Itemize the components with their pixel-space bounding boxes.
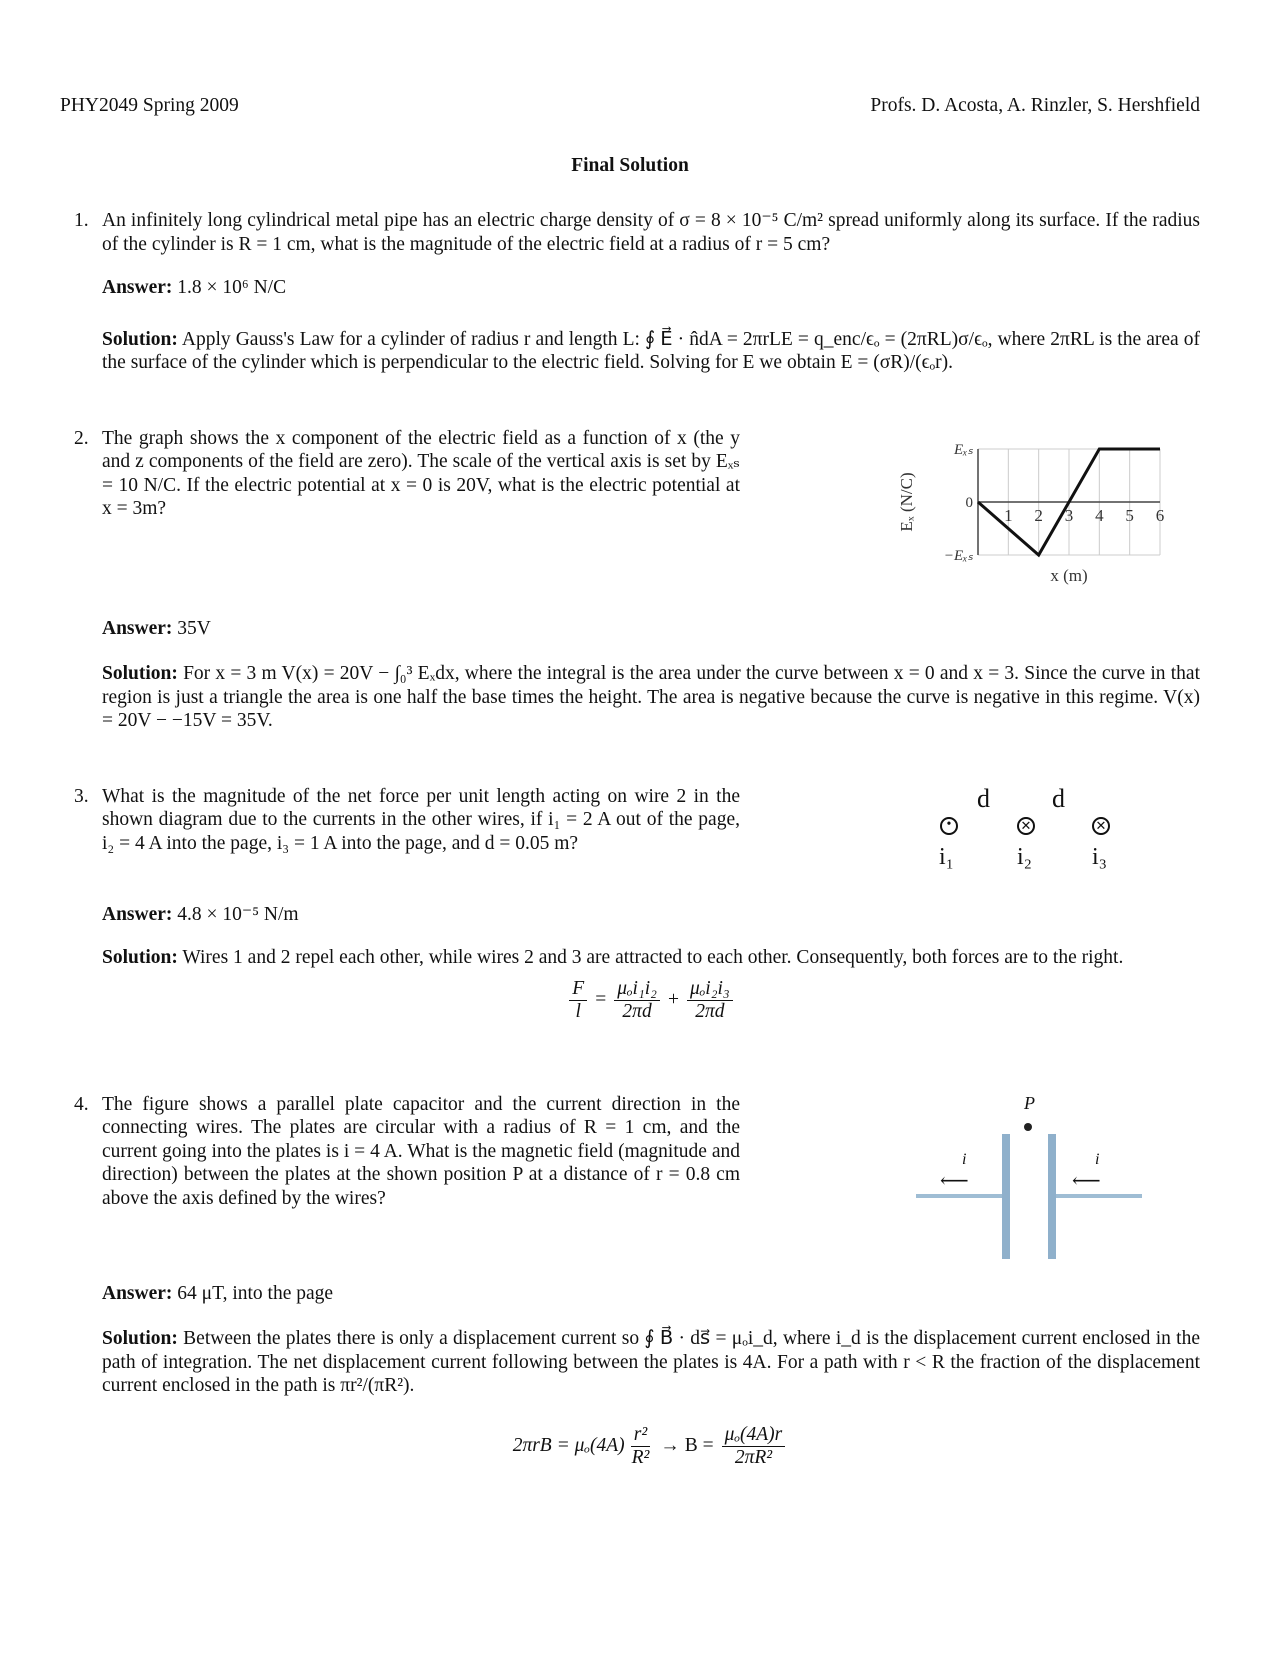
answer-label: Answer:	[102, 277, 173, 298]
eq-denominator: l	[575, 1000, 581, 1022]
eq-denominator: 2πR²	[734, 1446, 773, 1468]
q2-text: The graph shows the x component of the electric field as a function of x (the y and z components of the field are zero). The scale of the vertical axis is set by Eₓₛ = 10 N/C. If the electric potential at x = 0 is 20V, what is the electric potential at x = 3m?	[102, 427, 740, 519]
question-1	[60, 209, 1200, 375]
wire-1-label: i₁	[939, 843, 955, 870]
current-label-left: i	[962, 1150, 967, 1168]
answer-value: 35V	[177, 617, 211, 639]
x-tick-label: 3	[1064, 505, 1074, 525]
eq-numerator: r²	[631, 1424, 650, 1447]
current-into-page-icon: ✕	[1017, 817, 1035, 835]
distance-label: d	[1052, 783, 1065, 813]
q3-equation	[102, 978, 1200, 1023]
y-tick-label: Eₓₛ	[953, 441, 973, 458]
x-tick-label: 4	[1095, 505, 1104, 525]
x-tick-label: 2	[1034, 505, 1043, 525]
current-into-page-icon: ✕	[1092, 817, 1110, 835]
question-3	[60, 785, 1200, 1023]
x-axis-label: x (m)	[1050, 565, 1088, 585]
page-header	[60, 94, 1200, 118]
left-wire	[916, 1194, 1002, 1198]
y-tick-label: −Eₓₛ	[943, 547, 973, 564]
answer-label: Answer:	[102, 1282, 173, 1304]
question-4	[60, 1093, 1200, 1469]
q1-text: An infinitely long cylindrical metal pipe has an electric charge density of σ = 8 × 10⁻⁵ C/m² spread uniformly along its surface. If the radius of the cylinder is R = 1 cm, what is the magnitude of the electric field at a radius of r = 5 cm?	[102, 210, 1200, 255]
q2-number: 2.	[74, 427, 89, 449]
q4-answer	[102, 1282, 1200, 1306]
page-title: Final Solution	[571, 154, 689, 176]
solution-text: For x = 3 m V(x) = 20V − ∫₀³ Eₓdx, where the integral is the area under the curve between x = 0 and x = 3. Since the curve in that region is just a triangle the area is one half the base times the height. The area is negative because the curve is negative in this regime. V(x) = 20V − −15V = 35V.	[102, 663, 1200, 731]
solution-label: Solution:	[102, 328, 178, 350]
course-header: PHY2049 Spring 2009	[60, 95, 239, 116]
eq-operator: =	[595, 989, 607, 1011]
answer-value: 1.8 × 10⁶ N/C	[177, 277, 287, 298]
solution-label: Solution:	[102, 1328, 178, 1349]
eq-lhs: 2πrB = μₒ(4A)	[512, 1435, 625, 1457]
right-plate	[1048, 1134, 1056, 1259]
q3-row	[102, 785, 1200, 885]
q1-number: 1.	[74, 210, 89, 231]
eq-numerator: F	[569, 978, 587, 1001]
q4-text: The figure shows a parallel plate capacitor and the current direction in the connecting wires. The plates are circular with a radius of R = 1 cm, and the current going into the plates is i = 4 A. What is the magnetic field (magnitude and direction) between the plates at the shown position P at a distance of r = 0.8 cm above the axis defined by the wires?	[102, 1093, 740, 1209]
professors-header: Profs. D. Acosta, A. Rinzler, S. Hershfield	[870, 95, 1200, 116]
eq-operator: → B =	[660, 1435, 714, 1457]
solution-text: Between the plates there is only a displacement current so ∮ B⃗ · ds⃗ = μₒi_d, where i_d is the displacement current enclosed in the path of integration. The net displacement current following between the plates is 4A. For a path with r < R the fraction of the displacement current enclosed in the path is πr²/(πR²).	[102, 1328, 1200, 1396]
electric-field-graph	[882, 427, 1182, 597]
wire-3-label: i₃	[1092, 843, 1108, 870]
solution-label: Solution:	[102, 663, 178, 684]
y-axis-label: Eₓ (N/C)	[897, 471, 916, 532]
q3-number: 3.	[74, 785, 89, 807]
q3-solution	[102, 946, 1200, 970]
q2-row	[102, 427, 1200, 597]
eq-denominator: R²	[631, 1446, 650, 1468]
eq-denominator: 2πd	[695, 1000, 725, 1022]
wire-2-label: i₂	[1017, 843, 1033, 870]
q4-equation	[102, 1424, 1200, 1469]
solution-label: Solution:	[102, 947, 178, 968]
arrow-left-icon: ⟵	[1072, 1169, 1101, 1192]
q4-row	[102, 1093, 1200, 1268]
eq-numerator: μₒi₂i₃	[687, 978, 733, 1001]
answer-value: 4.8 × 10⁻⁵ N/m	[177, 903, 299, 925]
q1-solution	[102, 328, 1200, 375]
capacitor-diagram	[902, 1093, 1162, 1268]
q2-answer	[102, 617, 1200, 641]
x-tick-label: 6	[1155, 505, 1165, 525]
solution-text: Wires 1 and 2 repel each other, while wires 2 and 3 are attracted to each other. Consequently, both forces are to the right.	[182, 947, 1124, 968]
q3-answer	[102, 903, 1200, 927]
solution-text: Apply Gauss's Law for a cylinder of radius r and length L: ∮ E⃗ · n̂dA = 2πrLE = q_enc/ϵₒ = (2πRL)σ/ϵₒ, where 2πRL is the area of the surface of the cylinder which is perpendicular to the electric field. Solving for E we obtain E = (σR)/(ϵₒr).	[102, 328, 1200, 373]
eq-operator: +	[667, 989, 679, 1011]
answer-label: Answer:	[102, 617, 173, 639]
answer-value: 64 μT, into the page	[177, 1282, 334, 1304]
point-p-dot	[1024, 1123, 1032, 1131]
wires-diagram	[902, 785, 1162, 885]
point-p-label: P	[1024, 1092, 1035, 1113]
q4-number: 4.	[74, 1093, 89, 1115]
y-tick-label: 0	[965, 494, 973, 511]
right-wire	[1056, 1194, 1142, 1198]
arrow-left-icon: ⟵	[940, 1169, 969, 1192]
x-tick-label: 1	[1004, 505, 1013, 525]
x-tick-label: 5	[1125, 505, 1134, 525]
q4-solution	[102, 1327, 1200, 1398]
current-label-right: i	[1095, 1150, 1100, 1168]
q3-text: What is the magnitude of the net force per unit length acting on wire 2 in the shown diagram due to the currents in the other wires, if i₁ = 2 A out of the page, i₂ = 4 A into the page, i₃ = 1 A into the page, and d = 0.05 m?	[102, 785, 740, 854]
left-plate	[1002, 1134, 1010, 1259]
question-2	[60, 427, 1200, 733]
current-out-of-page-icon: •	[940, 817, 958, 835]
eq-numerator: μₒ(4A)r	[722, 1424, 786, 1447]
q2-solution	[102, 662, 1200, 733]
answer-label: Answer:	[102, 903, 173, 925]
eq-numerator: μₒi₁i₂	[614, 978, 660, 1001]
q1-answer	[102, 276, 1200, 300]
eq-denominator: 2πd	[622, 1000, 652, 1022]
distance-label: d	[977, 783, 990, 813]
